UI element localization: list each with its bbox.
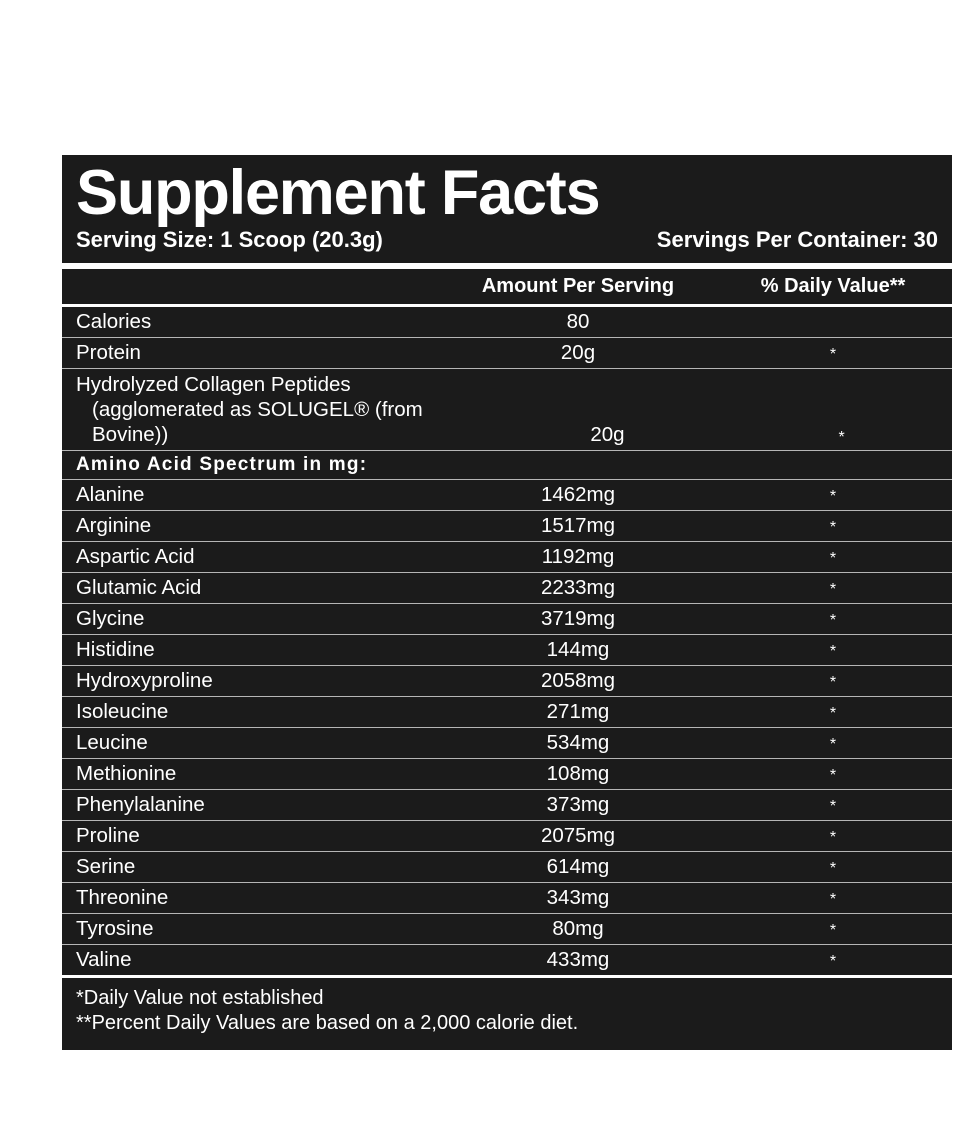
table-row — [62, 480, 952, 510]
table-row — [62, 821, 952, 851]
nutrient-daily-value: * — [829, 891, 837, 909]
nutrient-name: Aspartic Acid — [76, 545, 195, 569]
nutrient-name: Arginine — [76, 514, 152, 538]
table-row — [62, 604, 952, 634]
nutrient-name: Isoleucine — [76, 700, 169, 724]
nutrient-amount: 271mg — [546, 700, 610, 724]
nutrient-name: Hydroxyproline — [76, 669, 213, 693]
nutrient-daily-value: * — [829, 736, 837, 754]
nutrient-daily-value: * — [829, 829, 837, 847]
nutrient-daily-value: * — [829, 581, 837, 599]
nutrient-amount: 1192mg — [541, 545, 615, 569]
amino-acid-rows — [62, 480, 952, 975]
nutrient-daily-value: * — [829, 519, 837, 537]
nutrient-daily-value: * — [829, 612, 837, 630]
supplement-facts-panel — [62, 155, 952, 1050]
servings-per-container: Servings Per Container: 30 — [656, 227, 938, 253]
collagen-line-1: Hydrolyzed Collagen Peptides — [76, 373, 351, 397]
nutrient-amount: 2075mg — [540, 824, 616, 848]
table-row — [62, 759, 952, 789]
column-header-daily-value: % Daily Value** — [760, 275, 906, 298]
column-header-row — [62, 269, 952, 304]
nutrient-amount: 373mg — [546, 793, 610, 817]
table-row — [62, 914, 952, 944]
nutrient-amount: 144mg — [546, 638, 610, 662]
nutrient-name: Histidine — [76, 638, 155, 662]
footnote-daily-value: *Daily Value not established — [76, 987, 324, 1010]
nutrient-daily-value: * — [829, 860, 837, 878]
nutrient-amount: 2233mg — [540, 576, 616, 600]
nutrient-name: Alanine — [76, 483, 145, 507]
nutrient-name: Calories — [76, 310, 152, 334]
serving-size: Serving Size: 1 Scoop (20.3g) — [76, 227, 383, 253]
nutrient-name: Tyrosine — [76, 917, 154, 941]
nutrient-daily-value: * — [829, 953, 837, 971]
nutrient-name — [76, 372, 470, 447]
table-row — [62, 635, 952, 665]
page-title: Supplement Facts — [76, 158, 600, 228]
nutrient-amount: 614mg — [546, 855, 610, 879]
collagen-line-2: (agglomerated as SOLUGEL® (from Bovine)) — [92, 398, 423, 447]
table-row — [62, 666, 952, 696]
nutrient-name: Serine — [76, 855, 136, 879]
column-header-amount: Amount Per Serving — [481, 275, 675, 298]
label-title-block — [62, 155, 952, 263]
nutrient-name: Valine — [76, 948, 132, 972]
nutrient-amount: 3719mg — [540, 607, 616, 631]
nutrient-daily-value: * — [829, 550, 837, 568]
nutrient-name: Proline — [76, 824, 140, 848]
nutrient-amount: 20g — [560, 341, 596, 365]
table-row — [62, 728, 952, 758]
table-row — [62, 338, 952, 368]
nutrient-name: Glycine — [76, 607, 145, 631]
table-row — [62, 307, 952, 337]
table-row — [62, 511, 952, 541]
nutrient-amount: 1462mg — [540, 483, 616, 507]
table-row — [62, 945, 952, 975]
nutrient-amount: 534mg — [546, 731, 610, 755]
table-row — [62, 883, 952, 913]
nutrient-amount: 80 — [566, 310, 590, 334]
nutrient-amount: 80mg — [552, 917, 604, 941]
table-row-collagen — [62, 369, 952, 450]
footnotes — [62, 978, 952, 1050]
nutrient-daily-value: * — [829, 643, 837, 661]
table-row — [62, 852, 952, 882]
serving-info-row — [76, 227, 938, 259]
table-row — [62, 573, 952, 603]
section-label: Amino Acid Spectrum in mg: — [76, 454, 368, 476]
nutrient-daily-value: * — [829, 674, 837, 692]
nutrient-name: Leucine — [76, 731, 148, 755]
nutrient-daily-value: * — [829, 705, 837, 723]
nutrient-daily-value: * — [829, 488, 837, 506]
table-row — [62, 697, 952, 727]
nutrient-amount: 343mg — [546, 886, 610, 910]
amino-acid-section-header — [62, 451, 952, 479]
nutrient-amount: 2058mg — [540, 669, 616, 693]
nutrient-amount: 1517mg — [540, 514, 616, 538]
nutrient-daily-value: * — [829, 798, 837, 816]
nutrient-rows — [62, 307, 952, 975]
table-row — [62, 542, 952, 572]
nutrient-daily-value: * — [838, 429, 845, 447]
nutrient-amount: 433mg — [546, 948, 610, 972]
nutrient-daily-value: * — [829, 922, 837, 940]
nutrient-name: Glutamic Acid — [76, 576, 202, 600]
nutrient-daily-value: * — [829, 346, 837, 364]
footnote-percent-daily-values: **Percent Daily Values are based on a 2,000 calorie diet. — [76, 1012, 579, 1035]
nutrient-name: Phenylalanine — [76, 793, 205, 817]
table-row — [62, 790, 952, 820]
nutrient-amount: 20g — [590, 423, 625, 447]
nutrient-name: Threonine — [76, 886, 169, 910]
nutrient-amount: 108mg — [546, 762, 610, 786]
nutrient-name: Methionine — [76, 762, 177, 786]
nutrient-name: Protein — [76, 341, 141, 365]
nutrient-daily-value: * — [829, 767, 837, 785]
